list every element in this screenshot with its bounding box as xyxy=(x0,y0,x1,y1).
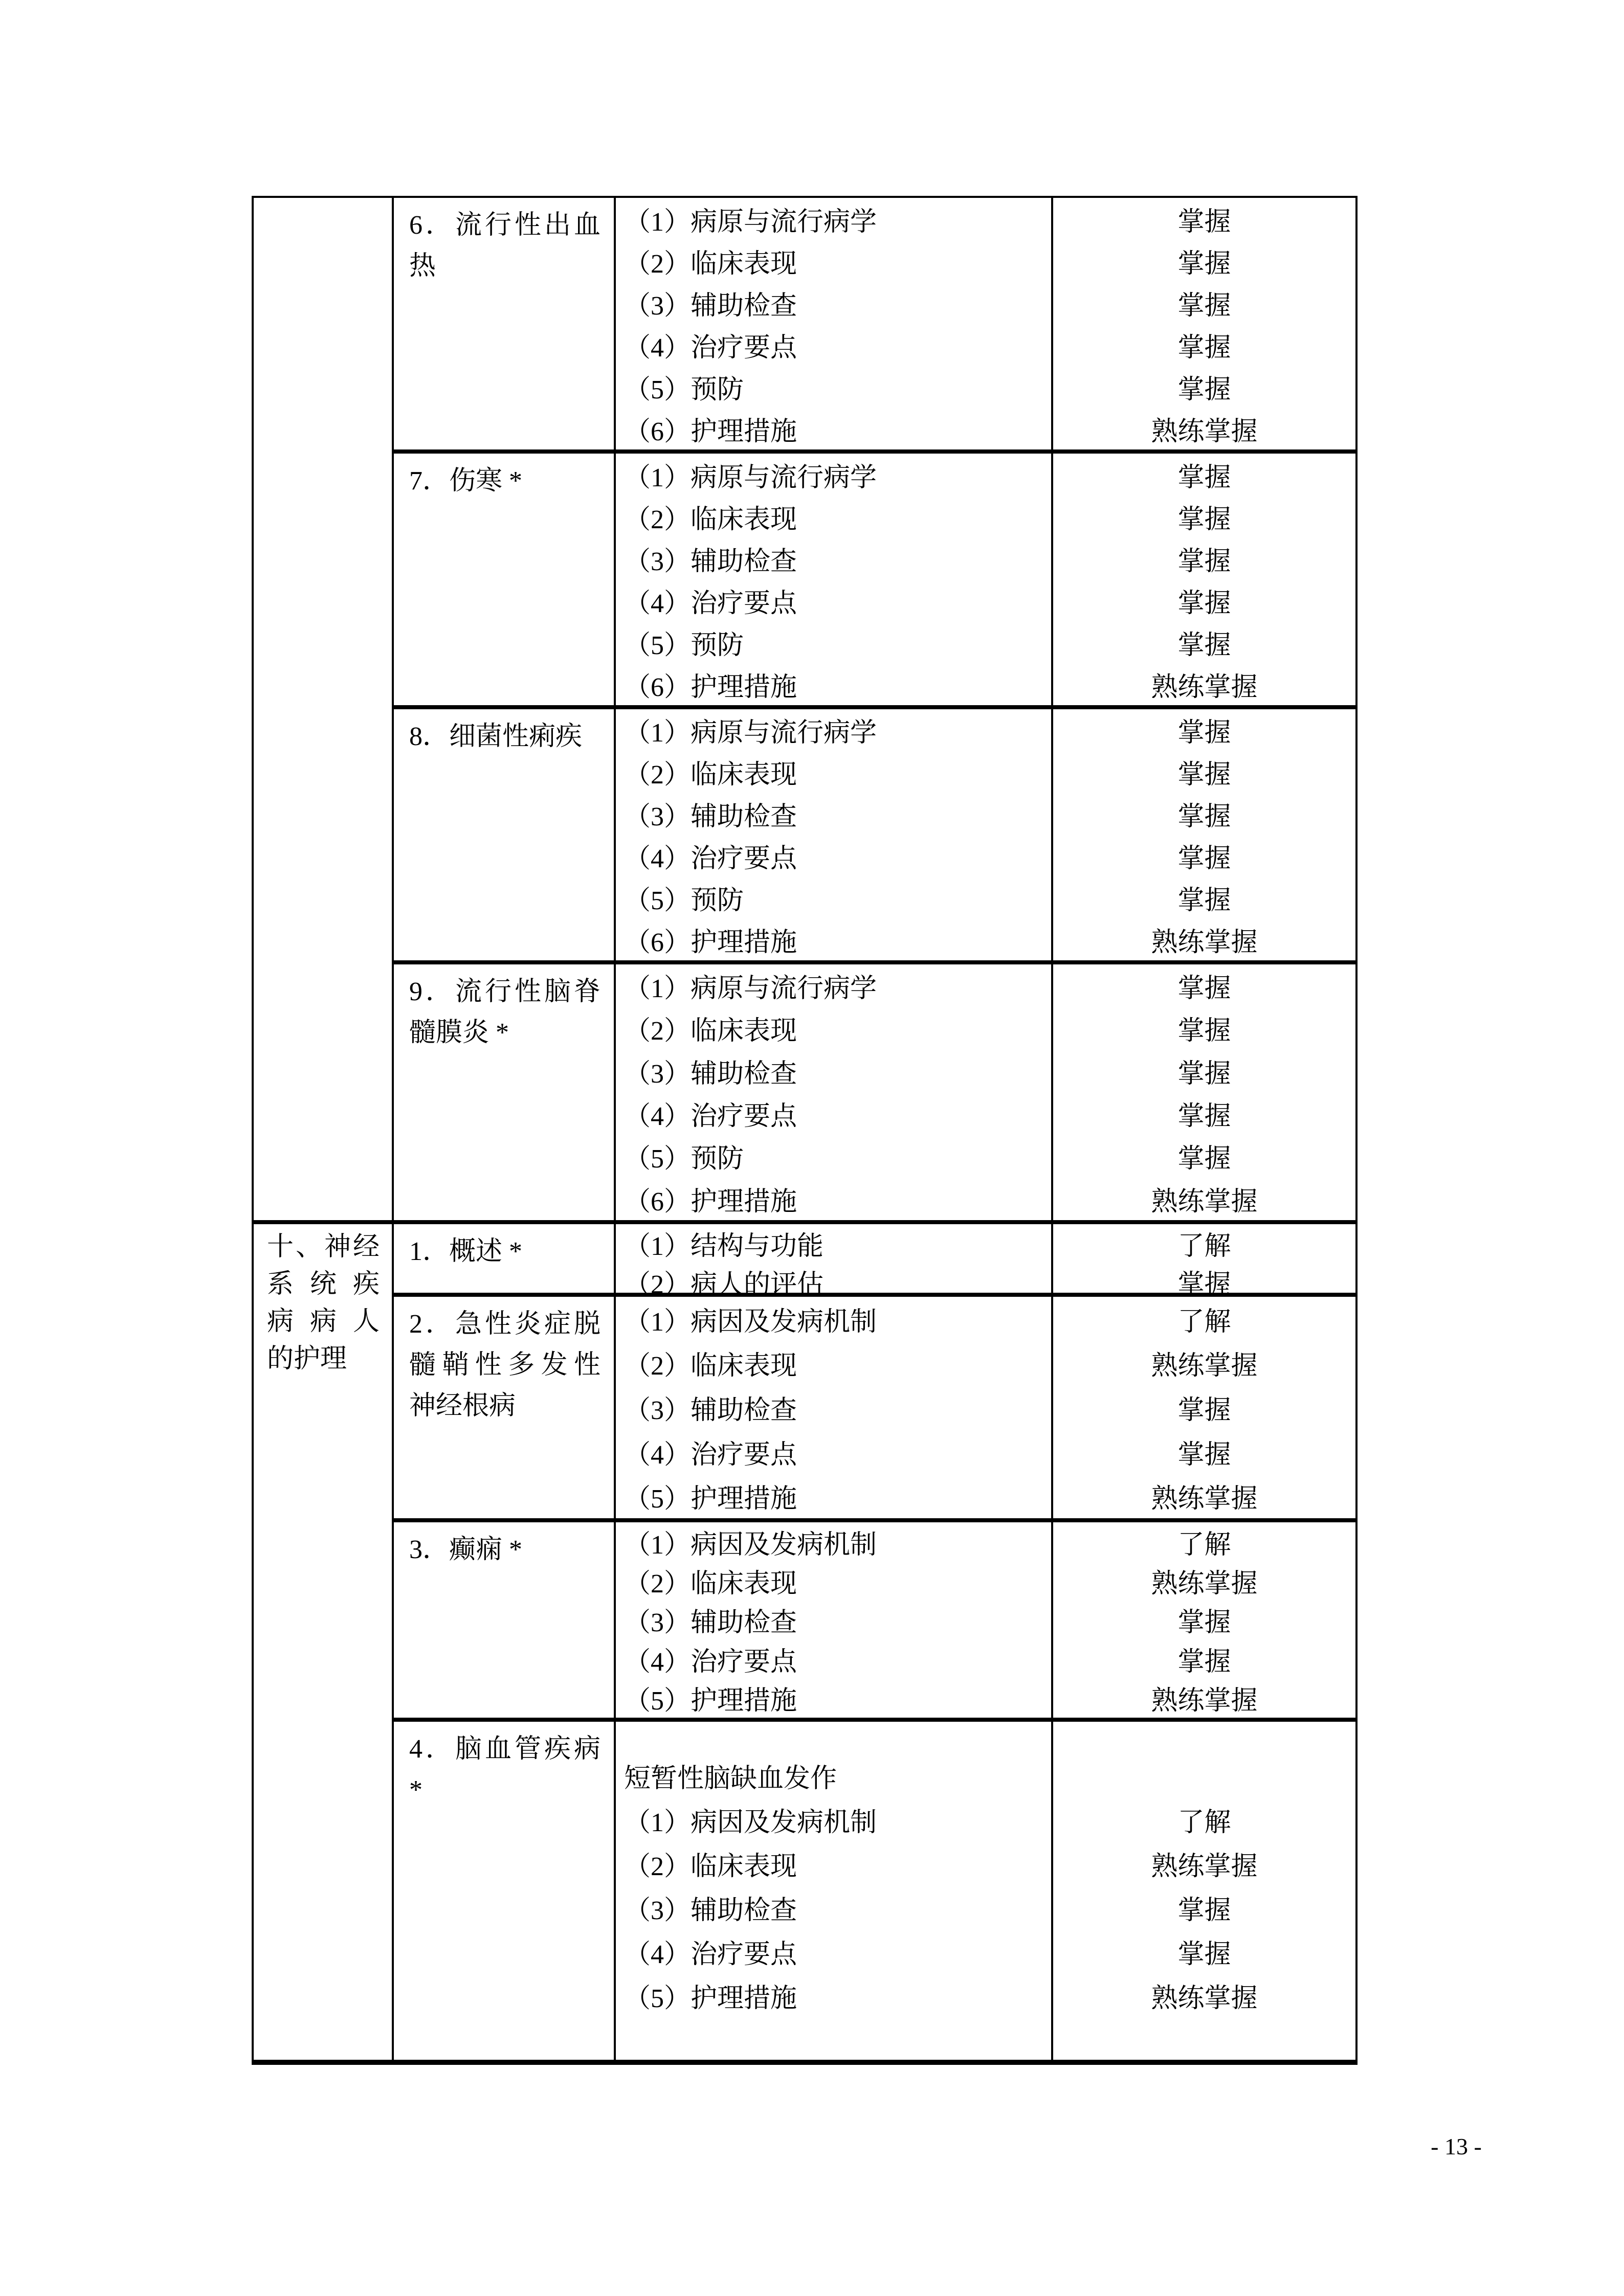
section-title-line: 系统疾 xyxy=(267,1270,380,1299)
requirement-level: 掌握 xyxy=(1177,974,1231,1004)
knowledge-point-stack xyxy=(616,964,1051,1220)
knowledge-point: （1）病因及发病机制 xyxy=(624,1808,877,1837)
requirement-level: 掌握 xyxy=(1177,1647,1231,1677)
topic-title-line: 2．急性炎症脱 xyxy=(409,1310,600,1339)
requirement-level: 熟练掌握 xyxy=(1151,672,1258,702)
requirement-level: 掌握 xyxy=(1177,375,1231,404)
topic-title xyxy=(394,454,614,502)
knowledge-point-cell xyxy=(615,962,1052,1222)
topic-title xyxy=(394,1522,614,1570)
requirement-stack xyxy=(1053,709,1355,960)
topic-title-line: 4．脑血管疾病 xyxy=(409,1735,600,1764)
requirement-level: 掌握 xyxy=(1177,1102,1231,1132)
knowledge-point: （1）结构与功能 xyxy=(624,1232,824,1261)
knowledge-point-cell xyxy=(615,197,1052,452)
knowledge-point: （4）治疗要点 xyxy=(624,1440,797,1470)
knowledge-point: （5）护理措施 xyxy=(624,1686,797,1716)
topic-title-line: 8．细菌性痢疾 xyxy=(409,722,583,751)
requirement-level: 掌握 xyxy=(1177,249,1231,279)
topic-title-line: 7．伤寒 * xyxy=(409,466,523,496)
requirement-stack xyxy=(1053,1224,1355,1299)
requirement-level: 掌握 xyxy=(1177,1440,1231,1470)
topic-cell xyxy=(393,1222,615,1295)
knowledge-point-cell xyxy=(615,1295,1052,1520)
knowledge-point-cell xyxy=(615,1520,1052,1720)
topic-cell xyxy=(393,1520,615,1720)
requirement-level: 掌握 xyxy=(1177,1270,1231,1299)
topic-title xyxy=(394,1722,614,1811)
requirement-level: 掌握 xyxy=(1177,1395,1231,1425)
knowledge-point: （4）治疗要点 xyxy=(624,844,797,873)
section-title xyxy=(254,1224,392,1378)
table-row xyxy=(253,197,1356,452)
requirement-cell xyxy=(1052,1295,1356,1520)
knowledge-point: （5）预防 xyxy=(624,631,744,660)
requirement-level: 了解 xyxy=(1177,1530,1231,1560)
knowledge-point: （3）辅助检查 xyxy=(624,1059,797,1089)
section-title xyxy=(254,198,392,202)
knowledge-point-stack xyxy=(616,1224,1051,1299)
requirement-level: 掌握 xyxy=(1177,1940,1231,1969)
requirement-stack xyxy=(1053,1722,1355,2060)
requirement-level: 了解 xyxy=(1177,1307,1231,1337)
requirement-level: 了解 xyxy=(1177,1808,1231,1837)
knowledge-point: （2）病人的评估 xyxy=(624,1270,824,1299)
syllabus-table xyxy=(252,196,1358,2065)
requirement-level: 掌握 xyxy=(1177,1144,1231,1174)
knowledge-point: （5）预防 xyxy=(624,375,744,404)
knowledge-point: （1）病因及发病机制 xyxy=(624,1307,877,1337)
topic-title-line: 3．癫痫 * xyxy=(409,1535,523,1564)
knowledge-point-cell xyxy=(615,1222,1052,1299)
table-row xyxy=(253,707,1356,962)
requirement-level: 掌握 xyxy=(1177,207,1231,237)
knowledge-point: （1）病原与流行病学 xyxy=(624,463,877,492)
knowledge-point: （1）病因及发病机制 xyxy=(624,1530,877,1560)
requirement-level: 掌握 xyxy=(1177,631,1231,660)
knowledge-point-stack xyxy=(616,1297,1051,1518)
table-row xyxy=(253,452,1356,707)
knowledge-point: （4）治疗要点 xyxy=(624,1102,797,1132)
requirement-level: 熟练掌握 xyxy=(1151,1686,1258,1716)
topic-title xyxy=(394,709,614,757)
knowledge-point: （3）辅助检查 xyxy=(624,291,797,321)
knowledge-point: （5）护理措施 xyxy=(624,1984,797,2013)
knowledge-point: （4）治疗要点 xyxy=(624,589,797,618)
knowledge-point: （3）辅助检查 xyxy=(624,547,797,576)
requirement-level: 掌握 xyxy=(1177,333,1231,363)
topic-title-line: 神经根病 xyxy=(409,1391,516,1421)
knowledge-point: （4）治疗要点 xyxy=(624,1647,797,1677)
knowledge-point: （3）辅助检查 xyxy=(624,802,797,832)
knowledge-point: （2）临床表现 xyxy=(624,505,797,534)
section-title-line: 的护理 xyxy=(267,1344,347,1374)
knowledge-point: （3）辅助检查 xyxy=(624,1896,797,1925)
knowledge-point-stack xyxy=(616,1522,1051,1718)
requirement-level: 掌握 xyxy=(1177,505,1231,534)
topic-title xyxy=(394,198,614,287)
knowledge-point: （6）护理措施 xyxy=(624,417,797,446)
knowledge-point-cell xyxy=(615,452,1052,707)
table-row xyxy=(253,1295,1356,1520)
table-row xyxy=(253,1520,1356,1720)
requirement-level: 了解 xyxy=(1177,1232,1231,1261)
requirement-level: 掌握 xyxy=(1177,718,1231,748)
section-title-cell xyxy=(253,1222,393,2062)
topic-title xyxy=(394,1224,614,1272)
requirement-stack xyxy=(1053,964,1355,1220)
table-row xyxy=(253,1720,1356,2062)
requirement-stack xyxy=(1053,1522,1355,1718)
knowledge-point-cell xyxy=(615,707,1052,962)
requirement-level: 掌握 xyxy=(1177,1017,1231,1046)
requirement-cell xyxy=(1052,1222,1356,1299)
knowledge-point: （2）临床表现 xyxy=(624,1352,797,1381)
page-number: - 13 - xyxy=(1431,2133,1482,2159)
topic-cell xyxy=(393,707,615,962)
topic-title xyxy=(394,1297,614,1427)
requirement-level: 掌握 xyxy=(1177,291,1231,321)
requirement-level: 掌握 xyxy=(1177,1608,1231,1638)
knowledge-point: （2）临床表现 xyxy=(624,1017,797,1046)
requirement-cell xyxy=(1052,962,1356,1222)
knowledge-point: （6）护理措施 xyxy=(624,1187,797,1217)
requirement-level: 掌握 xyxy=(1177,463,1231,492)
topic-cell xyxy=(393,1720,615,2062)
requirement-cell xyxy=(1052,1720,1356,2062)
requirement-level: 掌握 xyxy=(1177,1059,1231,1089)
knowledge-point: （3）辅助检查 xyxy=(624,1395,797,1425)
requirement-cell xyxy=(1052,197,1356,452)
requirement-cell xyxy=(1052,452,1356,707)
knowledge-point: （6）护理措施 xyxy=(624,928,797,957)
knowledge-point: （2）临床表现 xyxy=(624,1852,797,1881)
knowledge-point: （1）病原与流行病学 xyxy=(624,207,877,237)
table-row xyxy=(253,1222,1356,1295)
requirement-level-empty xyxy=(1053,1753,1355,1797)
requirement-level: 熟练掌握 xyxy=(1151,1187,1258,1217)
knowledge-point: （5）护理措施 xyxy=(624,1484,797,1514)
knowledge-point-stack xyxy=(616,709,1051,960)
topic-cell xyxy=(393,197,615,452)
requirement-level: 掌握 xyxy=(1177,844,1231,873)
knowledge-point: （3）辅助检查 xyxy=(624,1608,797,1638)
section-title-line: 病病人 xyxy=(267,1307,380,1336)
topic-title-line: 髓鞘性多发性 xyxy=(409,1350,600,1380)
knowledge-point: （4）治疗要点 xyxy=(624,333,797,363)
topic-title-line: 1．概述 * xyxy=(409,1237,523,1266)
requirement-level: 熟练掌握 xyxy=(1151,1984,1258,2013)
knowledge-point-stack xyxy=(616,1722,1051,2060)
topic-title-line: 热 xyxy=(409,252,436,281)
topic-cell xyxy=(393,452,615,707)
knowledge-point: （5）预防 xyxy=(624,1144,744,1174)
knowledge-point-stack xyxy=(616,454,1051,705)
table-row xyxy=(253,962,1356,1222)
requirement-level: 熟练掌握 xyxy=(1151,1352,1258,1381)
requirement-stack xyxy=(1053,198,1355,449)
requirement-level: 掌握 xyxy=(1177,547,1231,576)
topic-title xyxy=(394,964,614,1053)
knowledge-point: （4）治疗要点 xyxy=(624,1940,797,1969)
knowledge-point: （2）临床表现 xyxy=(624,249,797,279)
knowledge-point-stack xyxy=(616,198,1051,449)
requirement-level: 熟练掌握 xyxy=(1151,928,1258,957)
sub-topic-header: 短暂性脑缺血发作 xyxy=(624,1764,837,1793)
syllabus-table-body xyxy=(253,197,1356,2062)
requirement-level: 熟练掌握 xyxy=(1151,417,1258,446)
knowledge-point: （1）病原与流行病学 xyxy=(624,974,877,1004)
requirement-stack xyxy=(1053,1297,1355,1518)
knowledge-point: （5）预防 xyxy=(624,886,744,915)
topic-title-line: 9．流行性脑脊 xyxy=(409,977,600,1006)
requirement-level: 掌握 xyxy=(1177,589,1231,618)
requirement-level: 掌握 xyxy=(1177,886,1231,915)
requirement-level: 掌握 xyxy=(1177,760,1231,790)
requirement-level: 掌握 xyxy=(1177,1896,1231,1925)
requirement-level: 熟练掌握 xyxy=(1151,1852,1258,1881)
knowledge-point-cell xyxy=(615,1720,1052,2062)
knowledge-point: （1）病原与流行病学 xyxy=(624,718,877,748)
requirement-cell xyxy=(1052,1520,1356,1720)
requirement-cell xyxy=(1052,707,1356,962)
section-title-cell xyxy=(253,197,393,1222)
requirement-level: 掌握 xyxy=(1177,802,1231,832)
requirement-stack xyxy=(1053,454,1355,705)
knowledge-point: （6）护理措施 xyxy=(624,672,797,702)
requirement-level: 熟练掌握 xyxy=(1151,1484,1258,1514)
knowledge-point: （2）临床表现 xyxy=(624,1569,797,1599)
topic-title-line: 髓膜炎 * xyxy=(409,1018,509,1047)
topic-title-line: 6．流行性出血 xyxy=(409,211,600,240)
topic-cell xyxy=(393,1295,615,1520)
section-title-line: 十、神经 xyxy=(267,1232,380,1262)
requirement-level: 熟练掌握 xyxy=(1151,1569,1258,1599)
knowledge-point: （2）临床表现 xyxy=(624,760,797,790)
topic-title-line: * xyxy=(409,1775,422,1805)
topic-cell xyxy=(393,962,615,1222)
